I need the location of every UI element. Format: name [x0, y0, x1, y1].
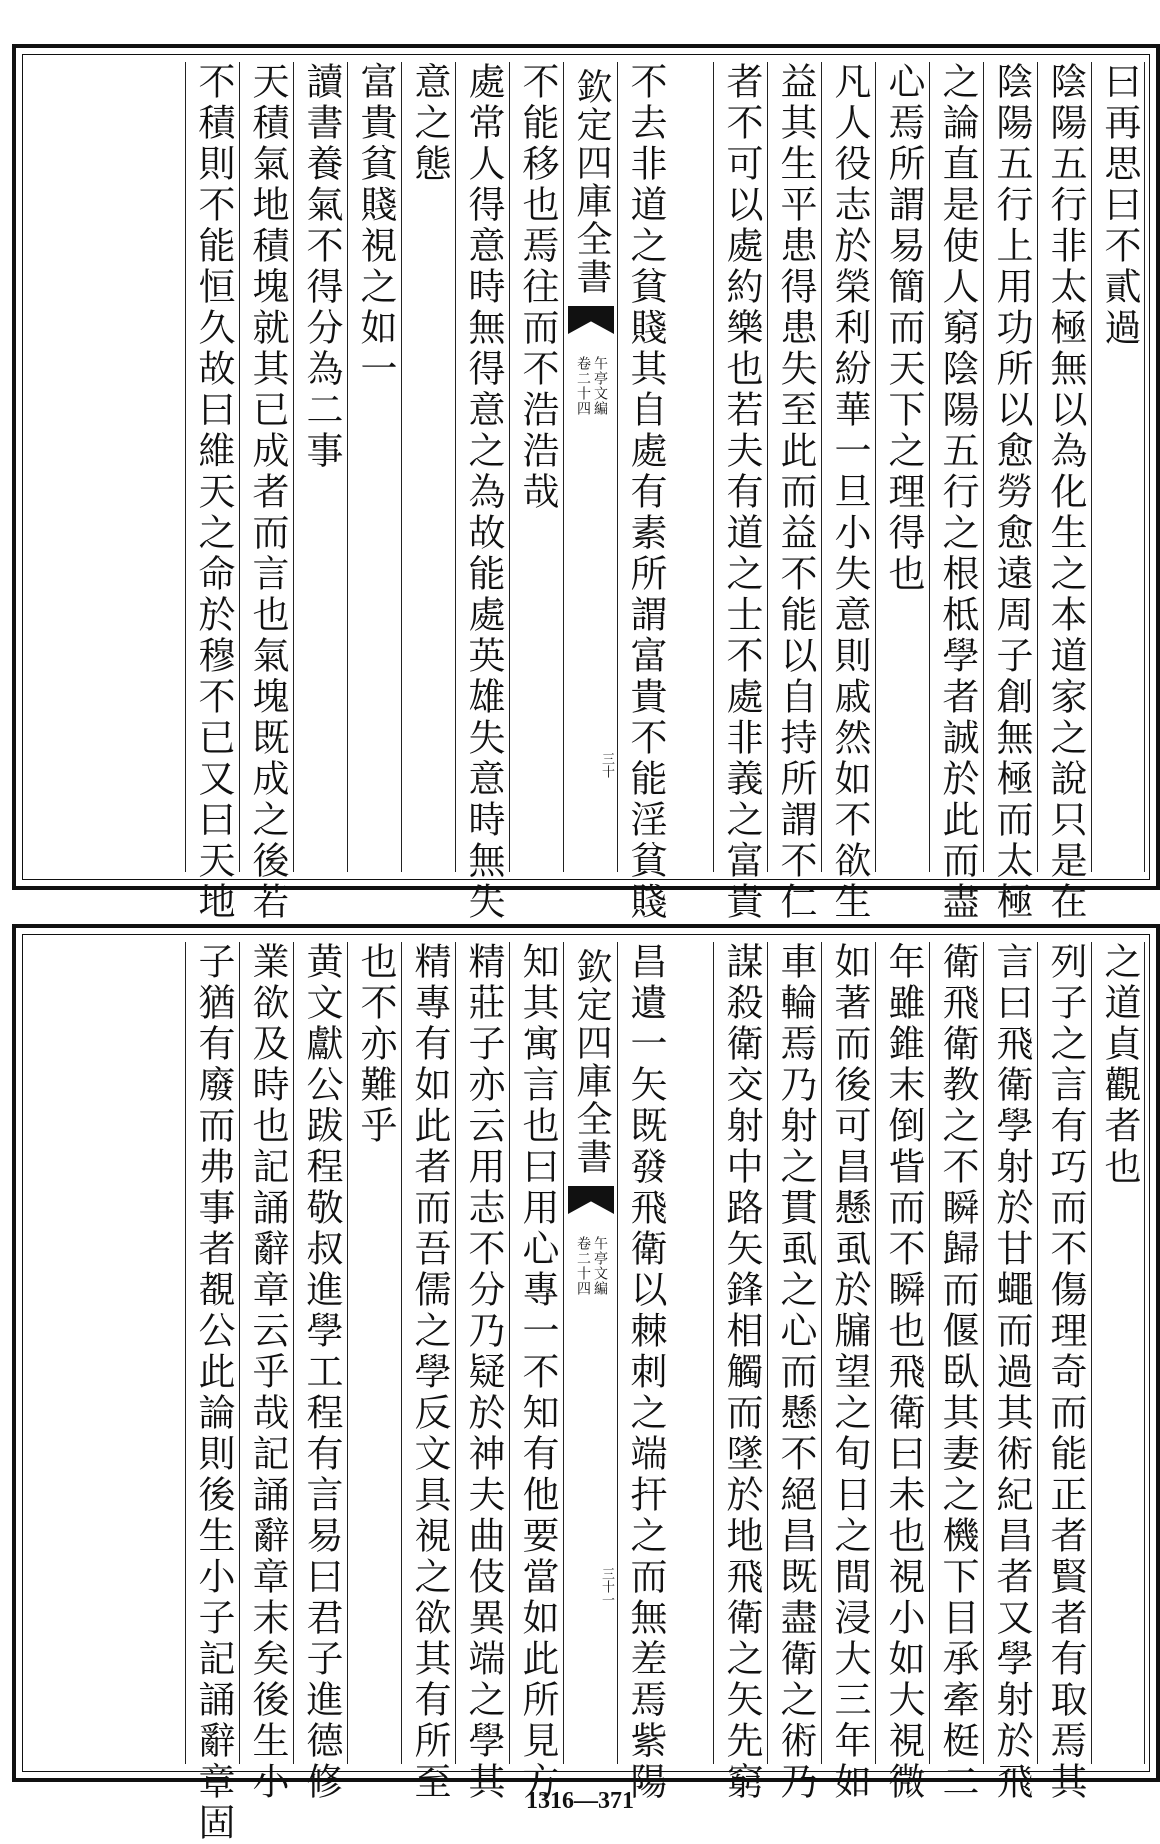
text-column: 如著而後可昌懸虱於牖望之旬日之間浸大三年如 — [821, 942, 875, 1764]
folio-number: 三十一 — [599, 1567, 614, 1606]
text-column: 謀殺衛交射中路矢鋒相觸而墜於地飛衛之矢先窮 — [713, 942, 767, 1764]
text-column: 年雖錐末倒眥而不瞬也飛衛曰未也視小如大視微 — [875, 942, 929, 1764]
top-page — [12, 44, 1160, 923]
text-column: 陰陽五行上用功所以愈勞愈遠周子創無極而太極 — [983, 62, 1037, 872]
text-column: 昌遺一矢既發飛衛以棘刺之端扞之而無差焉紫陽 — [617, 942, 671, 1764]
text-column: 心焉所謂易簡而天下之理得也 — [875, 62, 929, 872]
book-series-title: 欽定四庫全書 — [571, 68, 612, 296]
book-volume-label — [564, 1236, 618, 1386]
text-column: 不去非道之貧賤其自處有素所謂富貴不能淫貧賤 — [617, 62, 671, 872]
fishtail-mark-icon — [568, 1186, 614, 1214]
text-column: 子猶有廢而弗事者覩公此論則後生小子記誦辭章固 — [185, 942, 239, 1764]
center-fold — [563, 942, 617, 1764]
text-column: 天積氣地積塊就其已成者而言也氣塊既成之後若 — [239, 62, 293, 872]
text-column: 讀書養氣不得分為二事 — [293, 62, 347, 872]
text-column: 黄文獻公跋程敬叔進學工程有言易曰君子進德修 — [293, 942, 347, 1764]
center-fold — [563, 62, 617, 872]
text-column: 精專有如此者而吾儒之學反文具視之欲其有所至 — [401, 942, 455, 1764]
text-column: 富貴貧賤視之如一 — [347, 62, 401, 872]
text-column: 也不亦難乎 — [347, 942, 401, 1764]
text-column: 意之態 — [401, 62, 455, 872]
book-series-title: 欽定四庫全書 — [571, 948, 612, 1176]
text-column: 不能移也焉往而不浩浩哉 — [509, 62, 563, 872]
volume-number: 卷二十四 — [575, 356, 591, 416]
text-column: 知其寓言也曰用心專一不知有他要當如此所見方 — [509, 942, 563, 1764]
volume-number: 卷二十四 — [575, 1236, 591, 1296]
page-number: 1316—371 — [526, 1788, 634, 1814]
text-column: 言曰飛衛學射於甘蠅而過其術紀昌者又學射於飛 — [983, 942, 1037, 1764]
text-column: 衛飛衛教之不瞬歸而偃臥其妻之機下目承牽梃二 — [929, 942, 983, 1764]
book-title: 午亭文編 — [592, 356, 608, 416]
text-column: 者不可以處約樂也若夫有道之士不處非義之富貴 — [713, 62, 767, 872]
text-column: 不積則不能恒久故曰維天之命於穆不已又曰天地 — [185, 62, 239, 872]
fishtail-mark-icon — [568, 306, 614, 334]
text-column: 車輪焉乃射之貫虱之心而懸不絕昌既盡衛之術乃 — [767, 942, 821, 1764]
text-column: 之論直是使人窮陰陽五行之根柢學者誠於此而盡 — [929, 62, 983, 872]
text-column: 列子之言有巧而不傷理奇而能正者賢者有取焉其 — [1037, 942, 1091, 1764]
text-column: 曰再思曰不貳過 — [1091, 62, 1145, 872]
text-column: 之道貞觀者也 — [1091, 942, 1145, 1764]
text-column: 處常人得意時無得意之為故能處英雄失意時無失 — [455, 62, 509, 872]
folio-number: 三十 — [599, 752, 614, 778]
book-volume-label — [564, 356, 618, 506]
text-column: 陰陽五行非太極無以為化生之本道家之說只是在 — [1037, 62, 1091, 872]
text-column: 益其生平患得患失至此而益不能以自持所謂不仁 — [767, 62, 821, 872]
text-column: 精莊子亦云用志不分乃疑於神夫曲伎異端之學其 — [455, 942, 509, 1764]
text-column: 凡人役志於榮利紛華一旦小失意則戚然如不欲生 — [821, 62, 875, 872]
book-title: 午亭文編 — [592, 1236, 608, 1296]
text-column: 業欲及時也記誦辭章云乎哉記誦辭章末矣後生小 — [239, 942, 293, 1764]
